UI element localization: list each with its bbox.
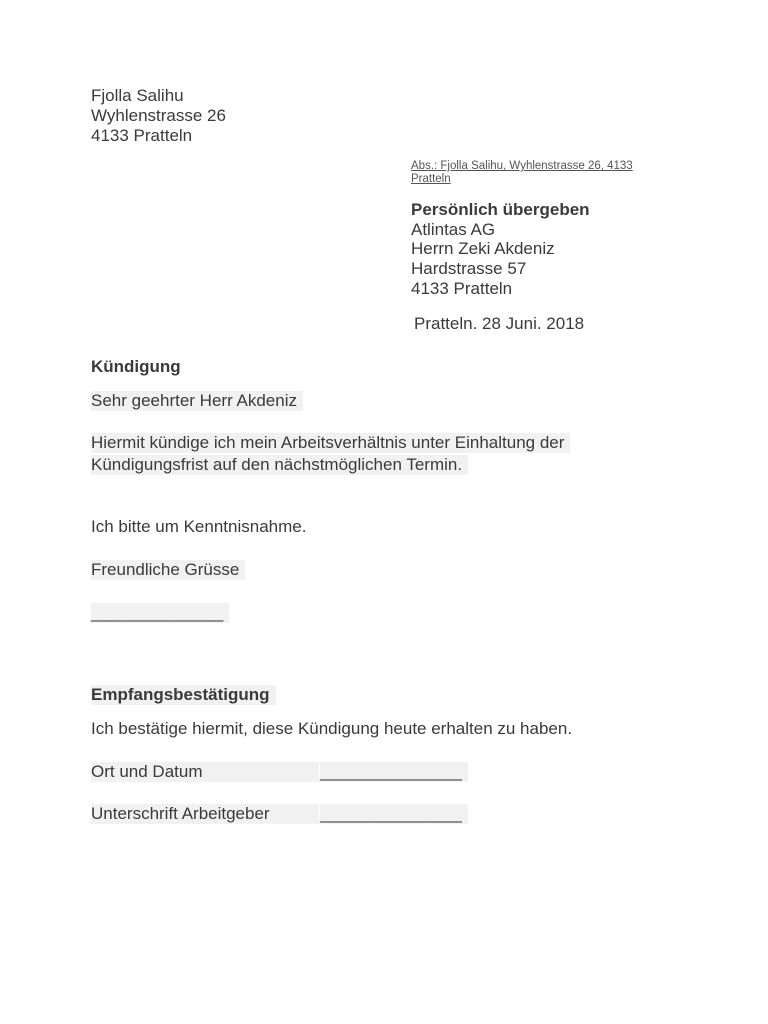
body-line-1: Hiermit kündige ich mein Arbeitsverhältnis unter Einhaltung der <box>91 433 570 453</box>
delivery-note: Persönlich übergeben <box>411 200 590 219</box>
letter-subject: Kündigung <box>91 357 181 376</box>
letter-date: Pratteln. 28 Juni. 2018 <box>414 314 585 333</box>
body-request: Ich bitte um Kenntnisnahme. <box>91 517 307 536</box>
recipient-company: Atlintas AG <box>411 220 496 239</box>
employer-signature-line: _______________ <box>320 804 468 824</box>
recipient-person: Herrn Zeki Akdeniz <box>411 239 555 258</box>
employer-signature-label: Unterschrift Arbeitgeber <box>91 804 319 824</box>
sender-name: Fjolla Salihu <box>91 86 184 105</box>
recipient-street: Hardstrasse 57 <box>411 259 527 278</box>
sender-street: Wyhlenstrasse 26 <box>91 106 226 125</box>
body-line-2: Kündigungsfrist auf den nächstmöglichen Termin. <box>91 455 468 475</box>
receipt-title: Empfangsbestätigung <box>91 685 276 705</box>
place-date-line: _______________ <box>320 762 468 782</box>
receipt-text: Ich bestätige hiermit, diese Kündigung heute erhalten zu haben. <box>91 719 573 738</box>
signature-line: ______________ <box>91 603 229 623</box>
sender-city: 4133 Pratteln <box>91 126 193 145</box>
closing: Freundliche Grüsse <box>91 560 245 580</box>
salutation: Sehr geehrter Herr Akdeniz <box>91 391 303 411</box>
place-date-label: Ort und Datum <box>91 762 319 782</box>
sender-return-address: Abs.: Fjolla Salihu, Wyhlenstrasse 26, 4133 Pratteln <box>411 160 633 185</box>
recipient-city: 4133 Pratteln <box>411 279 513 298</box>
